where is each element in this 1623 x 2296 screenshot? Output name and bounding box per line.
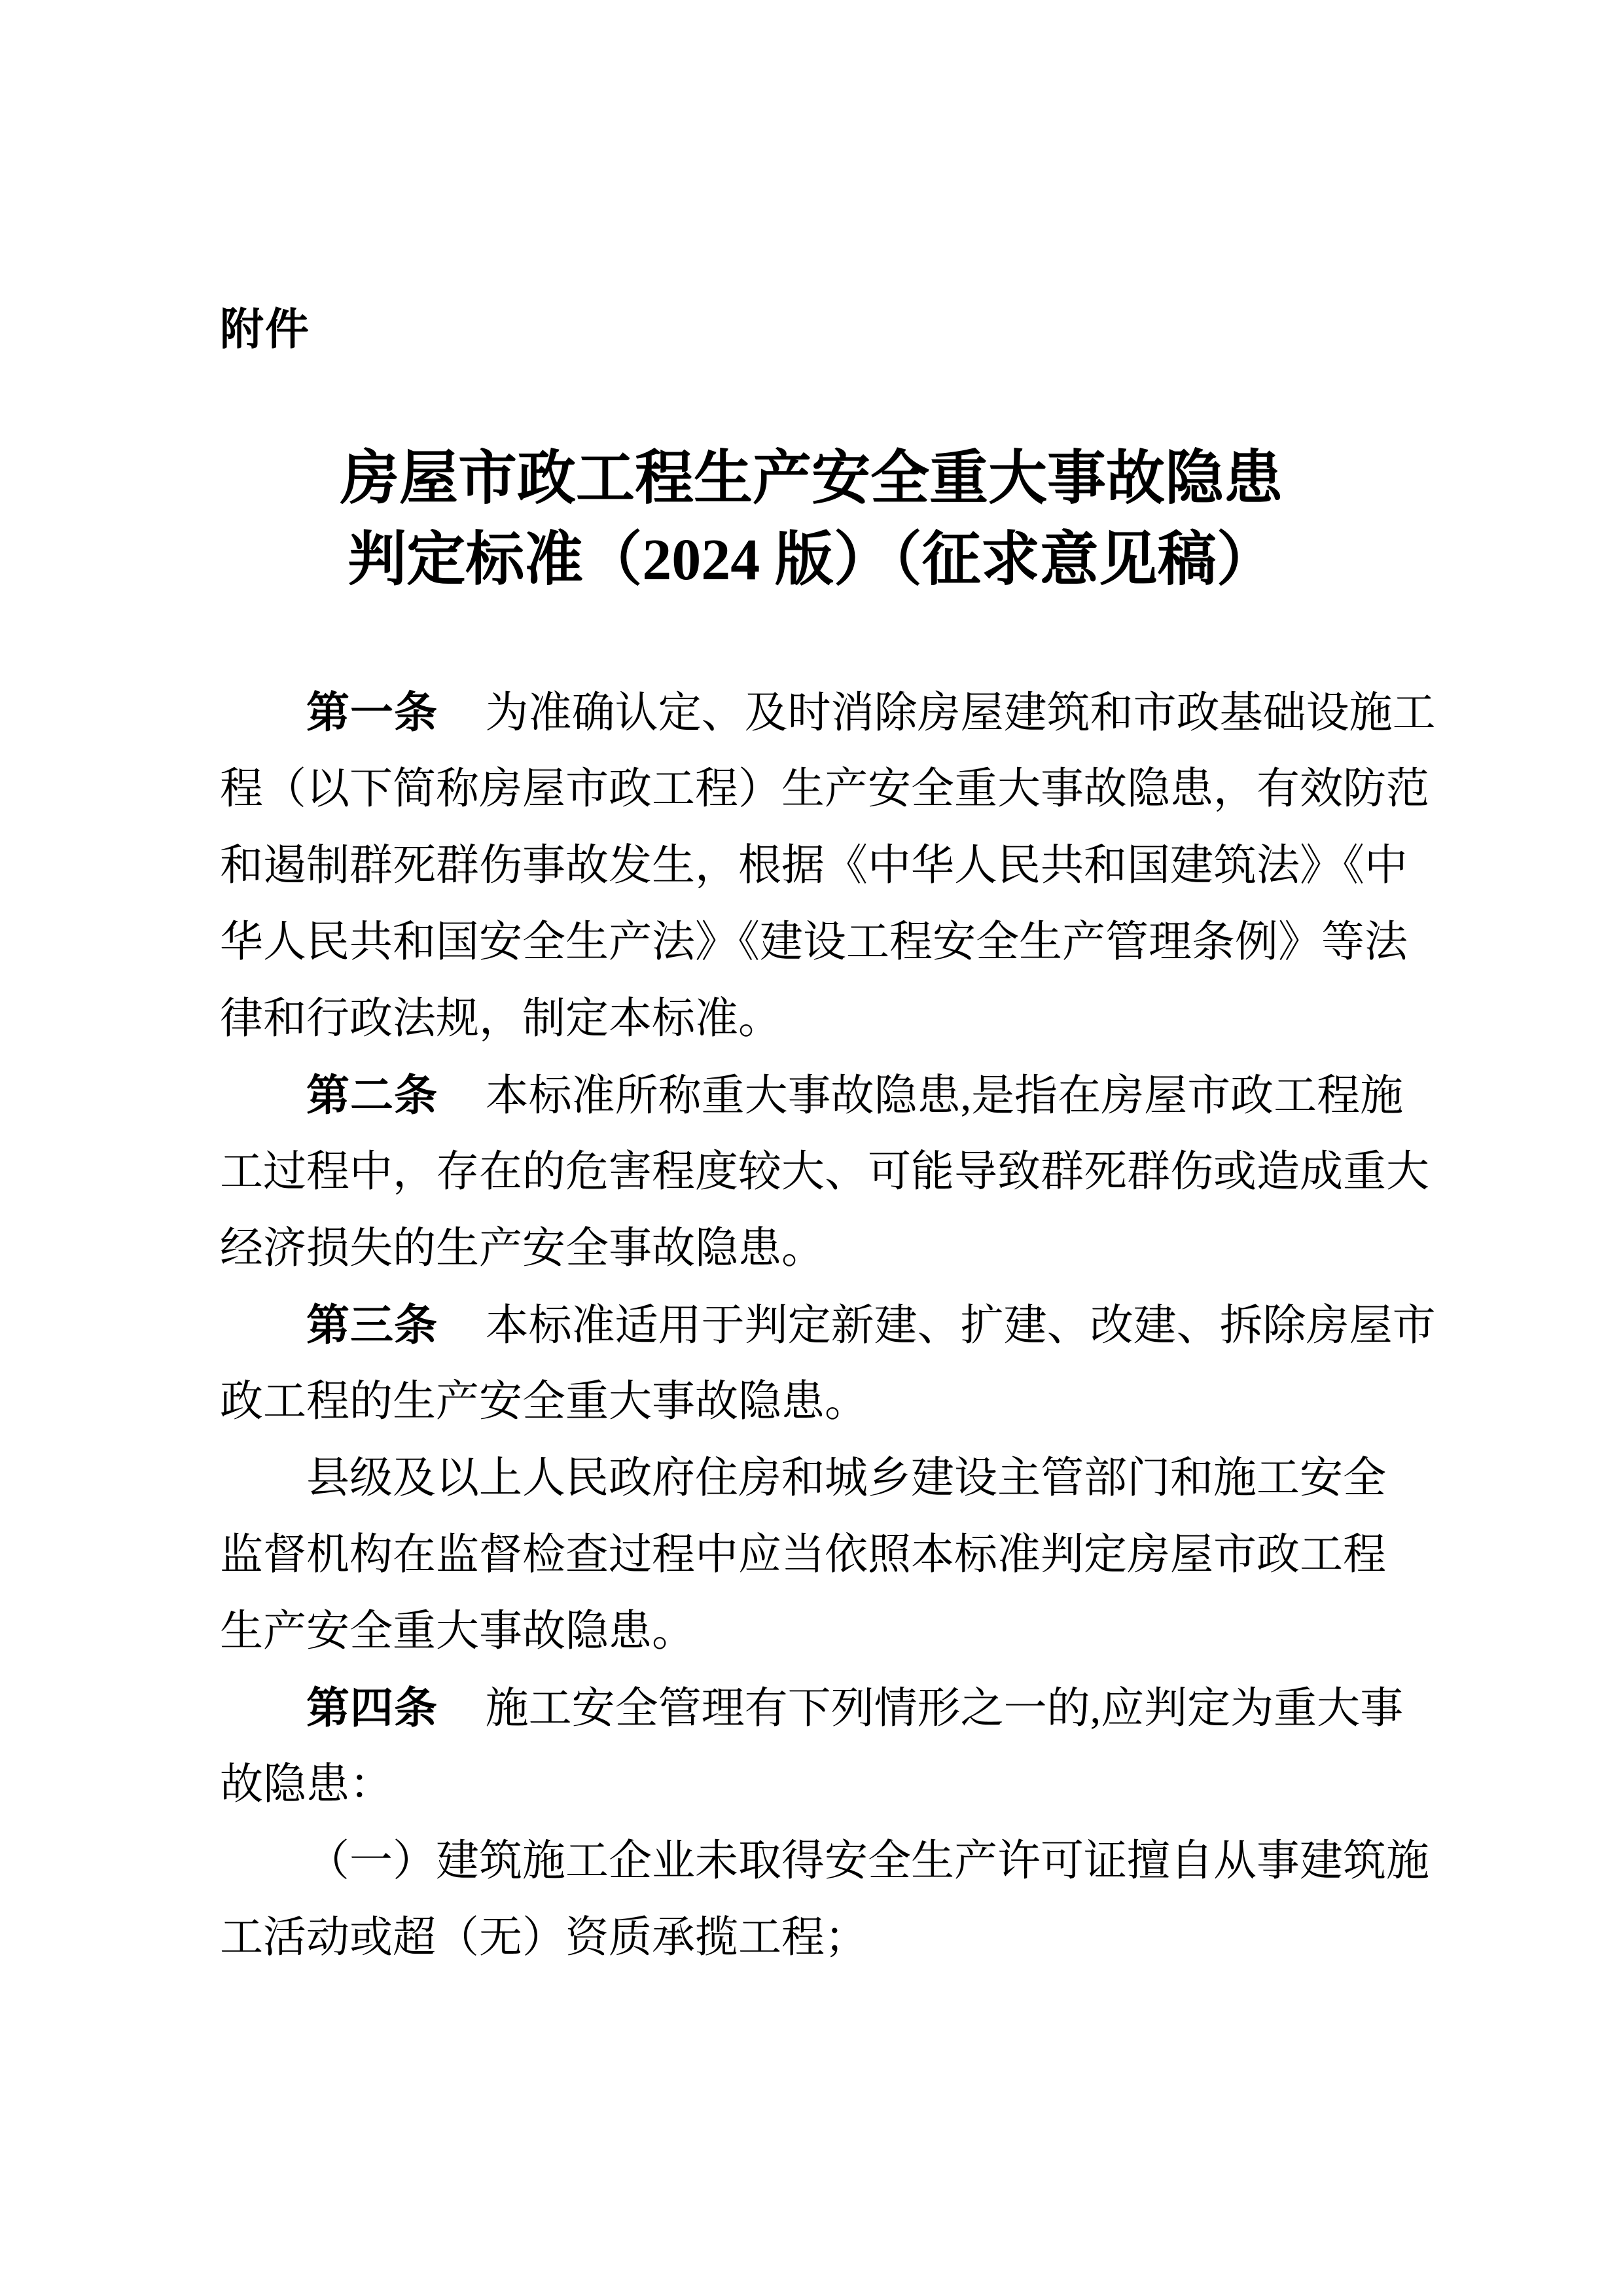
text-line <box>220 1823 1444 1899</box>
line-text: 律和行政法规，制定本标准。 <box>220 995 781 1043</box>
text-line <box>220 827 1444 904</box>
text-line <box>220 1593 1444 1670</box>
text-line <box>220 1287 1444 1363</box>
article-number-head: 第三条 <box>306 1300 438 1349</box>
text-line <box>220 674 1444 751</box>
line-text: 程（以下简称房屋市政工程）生产安全重大事故隐患，有效防范 <box>220 765 1429 813</box>
document-title-line2: 判定标准（2024 版）（征求意见稿） <box>348 528 1275 592</box>
line-text: 施工安全管理有下列情形之一的,应判定为重大事 <box>485 1685 1404 1732</box>
text-line <box>220 1210 1444 1287</box>
line-text: 和遏制群死群伤事故发生，根据《中华人民共和国建筑法》《中 <box>220 842 1408 889</box>
line-text: 工过程中，存在的危害程度较大、可能导致群死群伤或造成重大 <box>220 1148 1429 1196</box>
article-number-head: 第二条 <box>306 1071 438 1119</box>
text-line <box>220 1363 1444 1440</box>
document-title <box>0 439 1623 601</box>
document-title-line1: 房屋市政工程生产安全重大事故隐患 <box>340 446 1283 511</box>
text-line <box>220 1670 1444 1746</box>
text-line <box>220 904 1444 980</box>
line-text: 本标准适用于判定新建、扩建、改建、拆除房屋市 <box>485 1302 1436 1350</box>
document-body <box>220 674 1444 1976</box>
line-text: 本标准所称重大事故隐患,是指在房屋市政工程施 <box>485 1072 1404 1120</box>
text-line <box>220 1899 1444 1976</box>
line-text: 县级及以上人民政府住房和城乡建设主管部门和施工安全 <box>306 1454 1386 1502</box>
line-text: （一）建筑施工企业未取得安全生产许可证擅自从事建筑施 <box>306 1837 1429 1885</box>
text-line <box>220 1746 1444 1823</box>
line-text: 华人民共和国安全生产法》《建设工程安全生产管理条例》等法 <box>220 918 1408 966</box>
text-line <box>220 980 1444 1057</box>
line-text: 监督机构在监督检查过程中应当依照本标准判定房屋市政工程 <box>220 1531 1386 1579</box>
text-line <box>220 1134 1444 1210</box>
text-line <box>220 1057 1444 1134</box>
article-number-head: 第四条 <box>306 1683 438 1732</box>
text-line <box>220 1516 1444 1593</box>
line-text: 为准确认定、及时消除房屋建筑和市政基础设施工 <box>485 689 1436 737</box>
line-text: 经济损失的生产安全事故隐患。 <box>220 1225 825 1272</box>
line-text: 故隐患： <box>220 1761 393 1808</box>
line-text: 生产安全重大事故隐患。 <box>220 1607 695 1655</box>
text-line <box>220 1440 1444 1516</box>
attachment-label: 附件 <box>220 305 310 354</box>
line-text: 政工程的生产安全重大事故隐患。 <box>220 1378 868 1426</box>
text-line <box>220 751 1444 827</box>
article-number-head: 第一条 <box>306 688 438 736</box>
line-text: 工活动或超（无）资质承揽工程； <box>220 1914 868 1962</box>
